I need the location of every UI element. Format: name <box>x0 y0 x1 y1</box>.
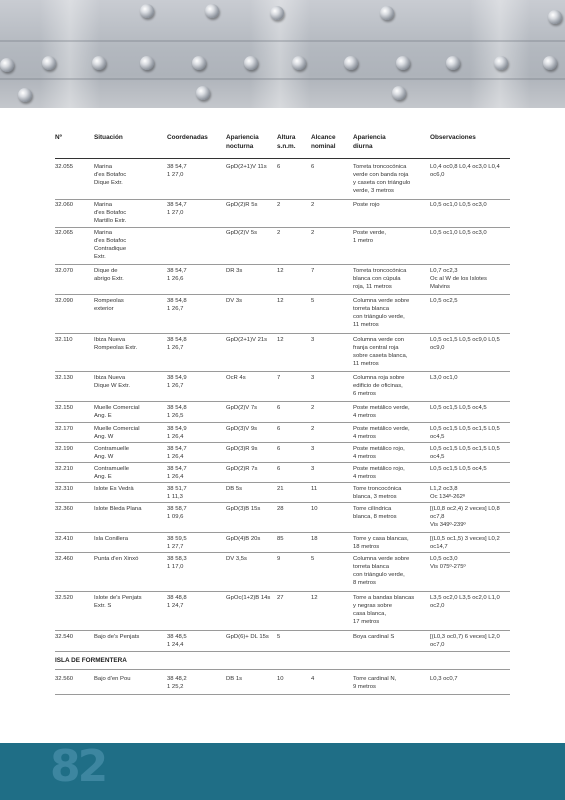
cell-no: 32.460 <box>55 556 74 562</box>
cell-altura: 10 <box>277 676 284 682</box>
cell-diurna: Poste metálico verde, 4 metros <box>353 426 410 441</box>
cell-situacion: Muelle Comercial Ang. W <box>94 426 140 441</box>
cell-alcance: 11 <box>311 486 318 492</box>
cell-situacion: Bajo de's Penjats <box>94 634 140 640</box>
cell-diurna: Torre y casa blancas, 18 metros <box>353 536 409 551</box>
cell-nocturna: GpD(6)+ DL 15s <box>226 634 269 640</box>
header-no: Nº <box>55 134 62 141</box>
cell-coordenadas: 38 54,7 1 26,4 <box>167 466 187 481</box>
cell-diurna: Columna verde con franja central roja sobre caseta blanca, 11 metros <box>353 337 408 368</box>
cell-diurna: Columna verde sobre torreta blanca con triángulo verde, 8 metros <box>353 556 410 587</box>
footer-band <box>0 743 565 800</box>
cell-nocturna: GpD(3)B 15s <box>226 506 261 512</box>
header-coordenadas: Coordenadas <box>167 134 208 141</box>
cell-altura: 6 <box>277 405 281 411</box>
cell-nocturna: GpD(2)R 5s <box>226 202 258 208</box>
cell-alcance: 3 <box>311 446 315 452</box>
cell-observaciones: L0,5 oc1,5 L0,5 oc4,5 <box>430 466 487 472</box>
cell-diurna: Torre cardinal N, 9 metros <box>353 676 397 691</box>
cell-diurna: Poste verde, 1 metro <box>353 230 387 245</box>
cell-alcance: 5 <box>311 298 315 304</box>
row-divider <box>55 333 510 334</box>
cell-no: 32.150 <box>55 405 74 411</box>
cell-no: 32.060 <box>55 202 74 208</box>
cell-alcance: 3 <box>311 375 315 381</box>
cell-altura: 6 <box>277 164 281 170</box>
cell-situacion: Contramuelle Ang. E <box>94 466 130 481</box>
cell-alcance: 4 <box>311 676 315 682</box>
cell-diurna: Torre a bandas blancas y negras sobre casa blanca, 17 metros <box>353 595 415 626</box>
cell-observaciones: L0,4 oc0,8 L0,4 oc3,0 L0,4 oc6,0 <box>430 164 500 179</box>
cell-no: 32.540 <box>55 634 74 640</box>
cell-alcance: 2 <box>311 405 315 411</box>
cell-alcance: 5 <box>311 556 315 562</box>
cell-coordenadas: 38 48,2 1 25,2 <box>167 676 187 691</box>
cell-coordenadas: 38 58,3 1 17,0 <box>167 556 187 571</box>
row-divider <box>55 442 510 443</box>
row-divider <box>55 227 510 228</box>
cell-alcance: 7 <box>311 268 315 274</box>
cell-nocturna: OcR 4s <box>226 375 246 381</box>
cell-coordenadas: 38 54,9 1 26,7 <box>167 375 187 390</box>
cell-diurna: Poste metálico rojo, 4 metros <box>353 446 405 461</box>
cell-diurna: Columna verde sobre torreta blanca con triángulo verde, 11 metros <box>353 298 410 329</box>
cell-situacion: Bajo d'en Pou <box>94 676 131 682</box>
cell-altura: 12 <box>277 298 284 304</box>
cell-nocturna: DB 1s <box>226 676 243 682</box>
cell-coordenadas: 38 58,7 1 09,6 <box>167 506 187 521</box>
cell-no: 32.310 <box>55 486 74 492</box>
cell-coordenadas: 38 54,8 1 26,5 <box>167 405 187 420</box>
cell-situacion: Islote Es Vedrà <box>94 486 134 492</box>
cell-altura: 12 <box>277 337 284 343</box>
cell-altura: 5 <box>277 634 281 640</box>
header-divider <box>55 158 510 159</box>
cell-coordenadas: 38 54,9 1 26,4 <box>167 426 187 441</box>
row-divider <box>55 264 510 265</box>
cell-no: 32.055 <box>55 164 74 170</box>
cell-no: 32.090 <box>55 298 74 304</box>
cell-situacion: Dique de abrigo Extr. <box>94 268 124 283</box>
metal-banner-image <box>0 0 565 108</box>
cell-observaciones: L0,3 oc0,7 <box>430 676 458 682</box>
cell-situacion: Contramuelle Ang. W <box>94 446 130 461</box>
cell-situacion: Islote Bleda Plana <box>94 506 142 512</box>
cell-alcance: 18 <box>311 536 318 542</box>
cell-alcance: 2 <box>311 202 315 208</box>
row-divider <box>55 552 510 553</box>
cell-observaciones: L0,5 oc1,5 L0,5 oc4,5 <box>430 405 487 411</box>
cell-alcance: 10 <box>311 506 318 512</box>
cell-situacion: Marina d'es Botafoc Dique Extr. <box>94 164 127 187</box>
cell-alcance: 2 <box>311 230 315 236</box>
cell-alcance: 3 <box>311 337 315 343</box>
row-divider <box>55 502 510 503</box>
table-header <box>55 134 510 156</box>
cell-altura: 9 <box>277 556 281 562</box>
cell-altura: 6 <box>277 446 281 452</box>
row-divider <box>55 591 510 592</box>
cell-coordenadas: 38 54,7 1 27,0 <box>167 164 187 179</box>
cell-altura: 12 <box>277 268 284 274</box>
row-divider <box>55 294 510 295</box>
header-alcance: Alcance nominal <box>311 134 336 150</box>
cell-nocturna: DV 3s <box>226 298 243 304</box>
cell-no: 32.070 <box>55 268 74 274</box>
cell-observaciones: L1,2 oc3,8 Oc 134º-262º <box>430 486 466 501</box>
cell-observaciones: L0,5 oc2,5 <box>430 298 458 304</box>
cell-coordenadas: 38 54,7 1 27,0 <box>167 202 187 217</box>
cell-coordenadas: 38 48,8 1 24,7 <box>167 595 187 610</box>
cell-diurna: Torre cilíndrica blanca, 8 metros <box>353 506 397 521</box>
cell-situacion: Islote de's Penjats Extr. S <box>94 595 142 610</box>
header-apariencia-diurna: Apariencia diurna <box>353 134 386 150</box>
cell-no: 32.110 <box>55 337 73 343</box>
row-divider <box>55 422 510 423</box>
cell-altura: 21 <box>277 486 284 492</box>
cell-nocturna: GpD(4)B 20s <box>226 536 261 542</box>
cell-alcance: 12 <box>311 595 318 601</box>
cell-nocturna: GpD(2+1)V 21s <box>226 337 268 343</box>
cell-observaciones: [(L0,5 oc1,5) 3 veces] L0,2 oc14,7 <box>430 536 500 551</box>
header-observaciones: Observaciones <box>430 134 476 141</box>
cell-diurna: Poste rojo <box>353 202 380 208</box>
row-divider <box>55 630 510 631</box>
cell-diurna: Boya cardinal S <box>353 634 395 640</box>
cell-observaciones: L0,7 oc2,3 Oc al W de los Islotes Malvins <box>430 268 487 291</box>
cell-nocturna: DV 3,5s <box>226 556 247 562</box>
cell-observaciones: L0,5 oc1,5 L0,5 oc9,0 L0,5 oc9,0 <box>430 337 500 352</box>
cell-nocturna: DB 5s <box>226 486 243 492</box>
cell-altura: 2 <box>277 202 281 208</box>
cell-altura: 85 <box>277 536 284 542</box>
cell-nocturna: GpD(2)V 5s <box>226 230 258 236</box>
cell-nocturna: GpD(2+1)V 11s <box>226 164 267 170</box>
cell-coordenadas: 38 51,7 1 11,3 <box>167 486 187 501</box>
cell-no: 32.560 <box>55 676 74 682</box>
cell-observaciones: [(L0,8 oc2,4) 2 veces] L0,8 oc7,8 Vis 349º-239º <box>430 506 500 529</box>
cell-situacion: Ibiza Nueva Rompeolas Extr. <box>94 337 138 352</box>
cell-altura: 27 <box>277 595 284 601</box>
cell-no: 32.065 <box>55 230 74 236</box>
cell-observaciones: L0,5 oc3,0 Vis 075º-275º <box>430 556 466 571</box>
cell-nocturna: GpD(3)R 9s <box>226 446 258 452</box>
cell-altura: 2 <box>277 230 281 236</box>
cell-altura: 6 <box>277 426 281 432</box>
cell-coordenadas: 38 54,7 1 26,6 <box>167 268 187 283</box>
cell-no: 32.210 <box>55 466 74 472</box>
cell-diurna: Torre troncocónica blanca, 3 metros <box>353 486 402 501</box>
cell-no: 32.190 <box>55 446 74 452</box>
cell-coordenadas: 38 54,7 1 26,4 <box>167 446 187 461</box>
cell-diurna: Torreta troncocónica verde con banda roja y caseta con triángulo verde, 3 metros <box>353 164 411 195</box>
cell-alcance: 2 <box>311 426 315 432</box>
cell-coordenadas: 38 54,8 1 26,7 <box>167 298 187 313</box>
row-divider <box>55 401 510 402</box>
cell-diurna: Poste metálico verde, 4 metros <box>353 405 410 420</box>
cell-alcance: 3 <box>311 466 315 472</box>
section-title-formentera: ISLA DE FORMENTERA <box>55 657 127 664</box>
cell-no: 32.360 <box>55 506 74 512</box>
cell-observaciones: L3,0 oc1,0 <box>430 375 458 381</box>
cell-alcance: 6 <box>311 164 315 170</box>
cell-diurna: Poste metálico rojo, 4 metros <box>353 466 405 481</box>
header-apariencia-nocturna: Apariencia nocturna <box>226 134 259 150</box>
cell-nocturna: DR 3s <box>226 268 243 274</box>
cell-no: 32.170 <box>55 426 74 432</box>
cell-observaciones: L3,5 oc2,0 L3,5 oc2,0 L1,0 oc2,0 <box>430 595 500 610</box>
header-situacion: Situación <box>94 134 123 141</box>
row-divider <box>55 482 510 483</box>
cell-coordenadas: 38 59,5 1 27,7 <box>167 536 187 551</box>
cell-nocturna: GpD(2)V 7s <box>226 405 258 411</box>
cell-altura: 28 <box>277 506 284 512</box>
row-divider <box>55 371 510 372</box>
cell-nocturna: GpD(2)R 7s <box>226 466 258 472</box>
cell-no: 32.410 <box>55 536 74 542</box>
cell-coordenadas: 38 48,5 1 24,4 <box>167 634 187 649</box>
cell-observaciones: L0,5 oc1,0 L0,5 oc3,0 <box>430 230 487 236</box>
row-divider <box>55 532 510 533</box>
cell-observaciones: L0,5 oc1,0 L0,5 oc3,0 <box>430 202 487 208</box>
cell-situacion: Marina d'es Botafoc Contradique Extr. <box>94 230 127 261</box>
cell-situacion: Muelle Comercial Ang. E <box>94 405 140 420</box>
cell-situacion: Punta d'en Xinxó <box>94 556 139 562</box>
cell-no: 32.520 <box>55 595 74 601</box>
cell-nocturna: GpOc(1+2)B 14s <box>226 595 271 601</box>
cell-situacion: Marina d'es Botafoc Martillo Extr. <box>94 202 127 225</box>
cell-situacion: Isla Conillera <box>94 536 129 542</box>
cell-diurna: Columna roja sobre edificio de oficinas, 6 metros <box>353 375 405 398</box>
cell-altura: 7 <box>277 375 281 381</box>
page-number: 82 <box>50 741 106 792</box>
cell-diurna: Torreta troncocónica blanca con cúpula roja, 11 metros <box>353 268 407 291</box>
cell-observaciones: [(L0,3 oc0,7) 6 veces] L2,0 oc7,0 <box>430 634 500 649</box>
cell-situacion: Ibiza Nueva Dique W Extr. <box>94 375 131 390</box>
row-divider <box>55 462 510 463</box>
row-divider <box>55 199 510 200</box>
header-altura: Altura s.n.m. <box>277 134 296 150</box>
row-divider <box>55 651 510 652</box>
cell-altura: 6 <box>277 466 281 472</box>
cell-situacion: Rompeolas exterior <box>94 298 124 313</box>
cell-observaciones: L0,5 oc1,5 L0,5 oc1,5 L0,5 oc4,5 <box>430 426 500 441</box>
cell-observaciones: L0,5 oc1,5 L0,5 oc1,5 L0,5 oc4,5 <box>430 446 500 461</box>
row-divider <box>55 669 510 670</box>
cell-no: 32.130 <box>55 375 74 381</box>
cell-nocturna: GpD(3)V 9s <box>226 426 258 432</box>
row-divider <box>55 694 510 695</box>
cell-coordenadas: 38 54,8 1 26,7 <box>167 337 187 352</box>
